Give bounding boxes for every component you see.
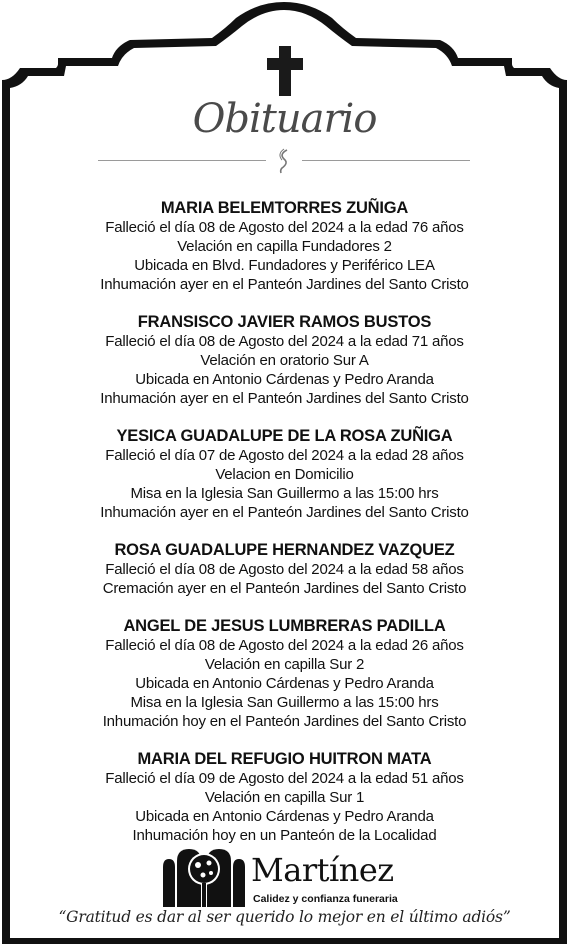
entry-line: Falleció el día 08 de Agosto del 2024 a la edad 76 años [105, 219, 464, 236]
entry-line: Ubicada en Antonio Cárdenas y Pedro Aranda [135, 675, 434, 692]
deceased-name: ANGEL DE JESUS LUMBRERAS PADILLA [123, 617, 446, 635]
entry-line: Inhumación hoy en un Panteón de la Localidad [132, 827, 437, 844]
obituary-entry [0, 749, 569, 845]
deceased-name: ROSA GUADALUPE HERNANDEZ VAZQUEZ [114, 541, 455, 559]
entry-line: Velación en capilla Sur 1 [204, 789, 365, 806]
deceased-name: YESICA GUADALUPE DE LA ROSA ZUÑIGA [116, 427, 453, 445]
page-title: Obituario [192, 96, 377, 142]
chapel-tree-icon [163, 845, 245, 907]
entry-line: Inhumación ayer en el Panteón Jardines del Santo Cristo [100, 390, 469, 407]
entry-line: Misa en la Iglesia San Guillermo a las 15:00 hrs [130, 694, 439, 711]
entry-line: Falleció el día 08 de Agosto del 2024 a la edad 71 años [105, 333, 464, 350]
deceased-name: MARIA DEL REFUGIO HUITRON MATA [137, 750, 432, 768]
entry-line: Falleció el día 08 de Agosto del 2024 a la edad 58 años [105, 561, 464, 578]
entry-line: Inhumación ayer en el Panteón Jardines del Santo Cristo [100, 504, 469, 521]
deceased-name: FRANSISCO JAVIER RAMOS BUSTOS [137, 313, 432, 331]
closing-quote: “Gratitud es dar al ser querido lo mejor en el último adiós” [58, 908, 511, 926]
obituary-entry [0, 312, 569, 408]
divider-left [98, 160, 266, 161]
brand-tagline: Calidez y confianza funeraria [253, 893, 398, 905]
entry-line: Falleció el día 09 de Agosto del 2024 a la edad 51 años [105, 770, 464, 787]
obituary-entry [0, 616, 569, 731]
entry-line: Velacion en Domicilio [215, 466, 354, 483]
entry-line: Falleció el día 07 de Agosto del 2024 a la edad 28 años [105, 447, 464, 464]
entry-line: Ubicada en Blvd. Fundadores y Periférico LEA [134, 257, 435, 274]
cross-icon [267, 46, 303, 96]
entry-line: Inhumación hoy en el Panteón Jardines del Santo Cristo [102, 713, 467, 730]
entry-line: Ubicada en Antonio Cárdenas y Pedro Aranda [135, 808, 434, 825]
deceased-name: MARIA BELEMTORRES ZUÑIGA [160, 199, 409, 217]
flourish-icon [277, 148, 291, 174]
entry-line: Velación en capilla Sur 2 [204, 656, 365, 673]
divider-right [302, 160, 470, 161]
funeral-home-logo [163, 845, 403, 907]
entry-line: Cremación ayer en el Panteón Jardines del Santo Cristo [102, 580, 467, 597]
entry-line: Velación en oratorio Sur A [200, 352, 369, 369]
brand-name: Martínez [251, 851, 394, 889]
obituary-entry [0, 198, 569, 294]
obituary-entry [0, 540, 569, 598]
obituary-entry [0, 426, 569, 522]
entry-line: Falleció el día 08 de Agosto del 2024 a la edad 26 años [105, 637, 464, 654]
entry-line: Ubicada en Antonio Cárdenas y Pedro Aranda [135, 371, 434, 388]
entry-line: Misa en la Iglesia San Guillermo a las 15:00 hrs [130, 485, 439, 502]
obituary-list [0, 198, 569, 863]
entry-line: Inhumación ayer en el Panteón Jardines del Santo Cristo [100, 276, 469, 293]
entry-line: Velación en capilla Fundadores 2 [177, 238, 392, 255]
